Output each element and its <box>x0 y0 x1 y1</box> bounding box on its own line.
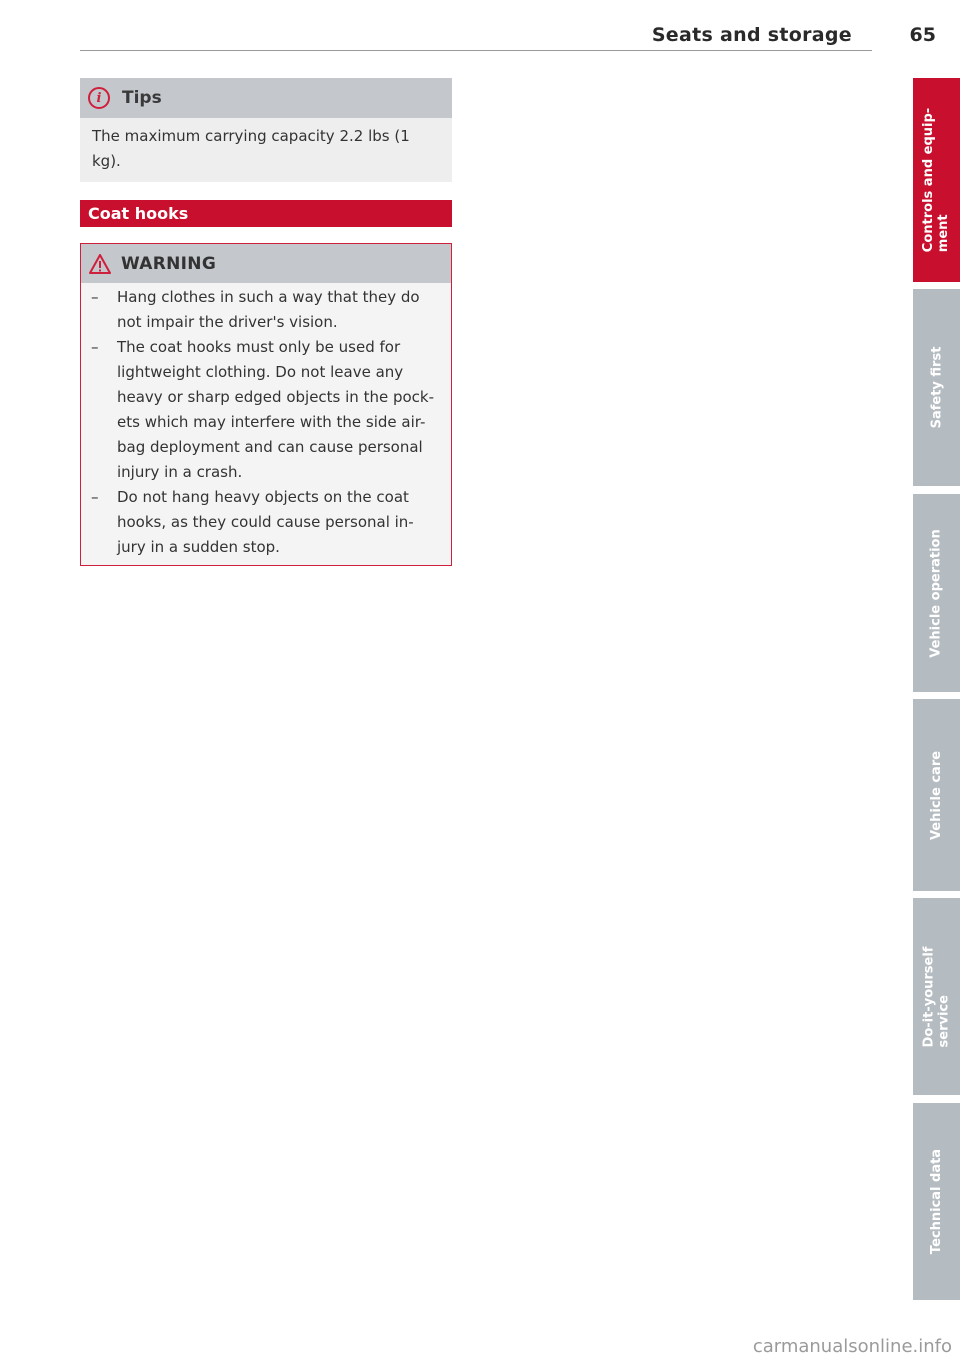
info-icon: i <box>88 87 110 109</box>
tips-body: The maximum carrying capacity 2.2 lbs (1 kg). <box>92 127 410 170</box>
warning-item-text: Do not hang heavy objects on the coat hooks, as they could cause personal in-jury in a sudden stop. <box>117 488 414 556</box>
side-tab-label: ment <box>936 214 952 253</box>
tips-box <box>80 78 452 182</box>
side-tab-vehicle-operation[interactable] <box>913 494 960 692</box>
warning-box <box>80 243 452 566</box>
header-rule <box>80 50 872 51</box>
side-tab-label: service <box>936 994 952 1047</box>
side-tab-label: Vehicle care <box>929 750 944 840</box>
side-tab-label: Safety first <box>929 346 945 429</box>
warning-triangle-icon <box>89 254 111 274</box>
bullet-dash: – <box>91 338 99 356</box>
footer-watermark: carmanualsonline.info <box>752 1336 952 1357</box>
bullet-dash: – <box>91 488 99 506</box>
section-heading: Coat hooks <box>80 200 452 227</box>
side-tab-label: Do-it-yourself <box>921 946 937 1047</box>
page-number: 65 <box>909 24 936 46</box>
bullet-dash: – <box>91 288 99 306</box>
side-tab-controls[interactable] <box>913 78 960 282</box>
side-tab-do-it-yourself[interactable] <box>913 898 960 1095</box>
side-tab-vehicle-care[interactable] <box>913 699 960 891</box>
warning-list <box>81 283 451 560</box>
tips-title: Tips <box>122 88 162 108</box>
warning-header <box>81 244 451 283</box>
warning-item-text: The coat hooks must only be used for lightweight clothing. Do not leave any heavy or sharp edged objects in the pock-ets which may interfere with the side air-bag deployment and can cause personal injury in a crash. <box>117 338 434 481</box>
warning-item <box>91 335 441 485</box>
warning-item-text: Hang clothes in such a way that they do not impair the driver's vision. <box>117 288 420 331</box>
tips-header <box>80 78 452 118</box>
header-section-title: Seats and storage <box>651 24 852 46</box>
side-tab-label: Controls and equip- <box>921 107 937 253</box>
warning-item <box>91 285 441 335</box>
warning-item <box>91 485 441 560</box>
side-tab-safety[interactable] <box>913 289 960 486</box>
side-tab-technical-data[interactable] <box>913 1103 960 1300</box>
side-tab-label: Vehicle operation <box>929 528 945 658</box>
warning-title: WARNING <box>121 253 217 274</box>
side-tab-label: Technical data <box>929 1148 944 1255</box>
